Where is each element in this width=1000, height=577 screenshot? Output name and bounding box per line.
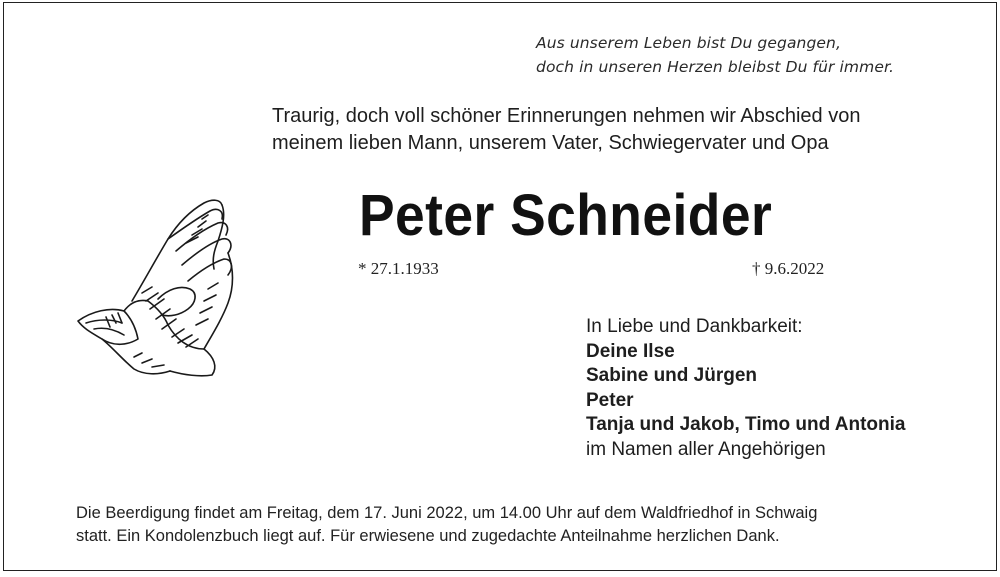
deceased-name: Peter Schneider (359, 183, 773, 248)
quote-line-2: doch in unseren Herzen bleibst Du für immer. (536, 58, 895, 76)
intro-text (272, 103, 972, 157)
family-member: Tanja und Jakob, Timo und Antonia (586, 414, 906, 435)
memorial-quote (536, 31, 956, 79)
birth-date: * 27.1.1933 (358, 259, 439, 278)
intro-line-1: Traurig, doch voll schöner Erinnerungen nehmen wir Abschied von (272, 105, 861, 127)
family-member: Peter (586, 389, 634, 411)
family-closing: im Namen aller Angehörigen (586, 438, 826, 460)
obituary-notice (3, 2, 997, 571)
family-member: Deine Ilse (586, 340, 675, 362)
death-date: † 9.6.2022 (752, 259, 825, 278)
family-member: Sabine und Jürgen (586, 365, 758, 386)
family-signature (586, 315, 966, 462)
praying-hands-icon (72, 189, 247, 379)
funeral-info-line-1: Die Beerdigung findet am Freitag, dem 17. Juni 2022, um 14.00 Uhr auf dem Waldfriedhof in Schwaig (76, 504, 818, 522)
intro-line-2: meinem lieben Mann, unserem Vater, Schwiegervater und Opa (272, 132, 829, 154)
funeral-info (76, 502, 976, 548)
funeral-info-line-2: statt. Ein Kondolenzbuch liegt auf. Für erwiesene und zugedachte Anteilnahme herzlichen Dank. (76, 527, 780, 545)
quote-line-1: Aus unserem Leben bist Du gegangen, (536, 34, 841, 52)
family-heading: In Liebe und Dankbarkeit: (586, 316, 803, 337)
